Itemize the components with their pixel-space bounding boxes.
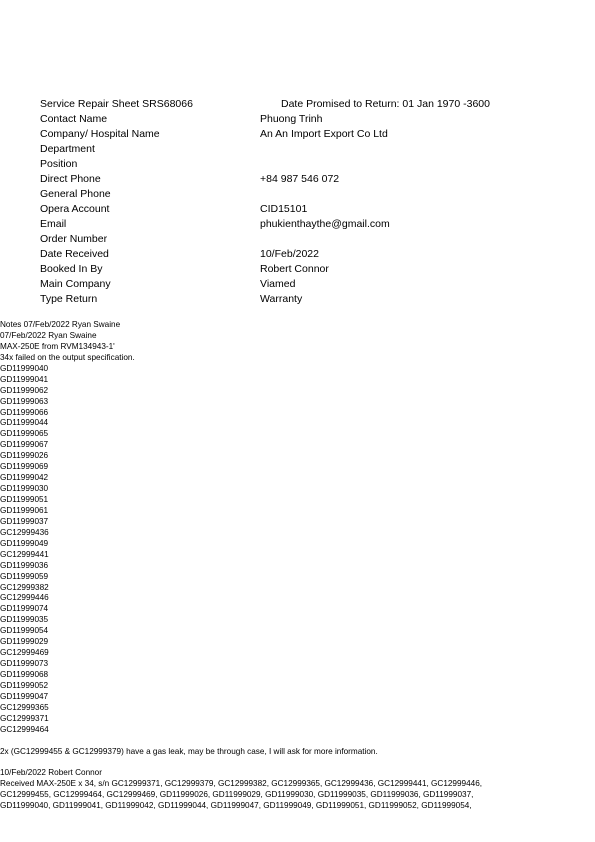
field-label: Position — [40, 158, 78, 170]
field-value: phukienthaythe@gmail.com — [260, 218, 390, 230]
field-value: 10/Feb/2022 — [260, 248, 319, 260]
field-row — [40, 247, 560, 262]
serial-number: GD11999065 — [0, 429, 49, 439]
note-reference: MAX-250E from RVM134943-1' — [0, 341, 115, 351]
field-label: Direct Phone — [40, 173, 101, 185]
received-line: GD11999040, GD11999041, GD11999042, GD11999044, GD11999047, GD11999049, GD11999051, GD11999052, GD11999054, — [0, 801, 472, 811]
field-row — [40, 157, 560, 172]
note-spec-failure: 34x failed on the output specification. — [0, 352, 135, 362]
field-label: Company/ Hospital Name — [40, 128, 160, 140]
serial-number: GD11999052 — [0, 680, 49, 690]
serial-number: GD11999029 — [0, 637, 49, 647]
field-value: +84 987 546 072 — [260, 173, 340, 185]
serial-number: GC12999469 — [0, 648, 49, 658]
serial-number: GD11999026 — [0, 451, 49, 461]
serial-number: GD11999062 — [0, 385, 49, 395]
received-line: GC12999455, GC12999464, GC12999469, GD11999026, GD11999029, GD11999030, GD11999035, GD11999036, GD11999037, — [0, 790, 474, 800]
spacer — [0, 758, 595, 769]
field-row — [40, 202, 560, 217]
field-row — [40, 277, 560, 292]
field-row — [40, 127, 560, 142]
field-row — [40, 262, 560, 277]
notes-section — [0, 320, 595, 812]
serial-list — [0, 364, 595, 736]
field-value: Phuong Trinh — [260, 113, 323, 125]
field-value: Warranty — [260, 293, 303, 305]
serial-number: GD11999036 — [0, 560, 49, 570]
serial-number: GD11999067 — [0, 440, 49, 450]
field-label: Email — [40, 218, 67, 230]
serial-number: GC12999436 — [0, 527, 49, 537]
serial-number: GC12999371 — [0, 713, 49, 723]
title-row — [40, 97, 560, 112]
notes-header: Notes 07/Feb/2022 Ryan Swaine — [0, 320, 121, 329]
serial-number: GD11999040 — [0, 363, 49, 373]
serial-number: GD11999073 — [0, 659, 49, 669]
field-value: Robert Connor — [260, 263, 329, 275]
serial-number: GC12999365 — [0, 702, 49, 712]
serial-number: GD11999059 — [0, 571, 49, 581]
field-row — [40, 142, 560, 157]
serial-number: GD11999049 — [0, 538, 49, 548]
serial-number: GD11999041 — [0, 374, 49, 384]
field-value: An An Import Export Co Ltd — [260, 128, 388, 140]
serial-number: GD11999035 — [0, 615, 49, 625]
serial-number: GD11999066 — [0, 407, 49, 417]
field-row — [40, 112, 560, 127]
received-list — [0, 779, 595, 812]
field-label: General Phone — [40, 188, 111, 200]
serial-number: GD11999054 — [0, 626, 49, 636]
serial-number: GD11999051 — [0, 495, 49, 504]
sheet-title: Service Repair Sheet SRS68066 — [40, 98, 193, 110]
serial-number: GD11999042 — [0, 473, 49, 483]
field-row — [40, 187, 560, 202]
field-label: Department — [40, 143, 95, 155]
field-row — [40, 292, 560, 307]
field-row — [40, 172, 560, 187]
field-label: Order Number — [40, 233, 108, 245]
serial-number: GD11999061 — [0, 505, 49, 515]
repair-sheet-header — [40, 97, 560, 307]
field-label: Main Company — [40, 278, 111, 290]
received-line: Received MAX-250E x 34, s/n GC12999371, GC12999379, GC12999382, GC12999365, GC12999436, GC12999441, GC12999446, — [0, 779, 483, 789]
date-promised: Date Promised to Return: 01 Jan 1970 -3600 — [281, 98, 490, 110]
header-fields — [40, 112, 560, 307]
field-label: Booked In By — [40, 263, 103, 275]
serial-number: GC12999441 — [0, 549, 49, 559]
field-row — [40, 217, 560, 232]
field-label: Opera Account — [40, 203, 110, 215]
serial-number: GD11999069 — [0, 462, 49, 472]
serial-number: GD11999047 — [0, 691, 49, 701]
note-author-2: 10/Feb/2022 Robert Connor — [0, 768, 102, 778]
field-label: Date Received — [40, 248, 109, 260]
field-value: Viamed — [260, 278, 296, 290]
serial-number: GC12999382 — [0, 582, 49, 592]
field-row — [40, 232, 560, 247]
serial-number: GD11999030 — [0, 484, 49, 494]
serial-number: GC12999446 — [0, 593, 49, 603]
serial-number: GD11999037 — [0, 516, 49, 526]
gas-leak-note: 2x (GC12999455 & GC12999379) have a gas leak, may be through case, I will ask for more information. — [0, 746, 378, 756]
serial-number: GD11999068 — [0, 670, 49, 679]
serial-number: GD11999063 — [0, 396, 49, 406]
serial-number: GD11999044 — [0, 418, 49, 428]
serial-number: GD11999074 — [0, 604, 49, 614]
field-value: CID15101 — [260, 203, 308, 215]
note-author: 07/Feb/2022 Ryan Swaine — [0, 330, 97, 340]
serial-number: GC12999464 — [0, 724, 49, 734]
field-label: Contact Name — [40, 113, 108, 125]
field-label: Type Return — [40, 293, 98, 305]
spacer — [0, 736, 595, 747]
